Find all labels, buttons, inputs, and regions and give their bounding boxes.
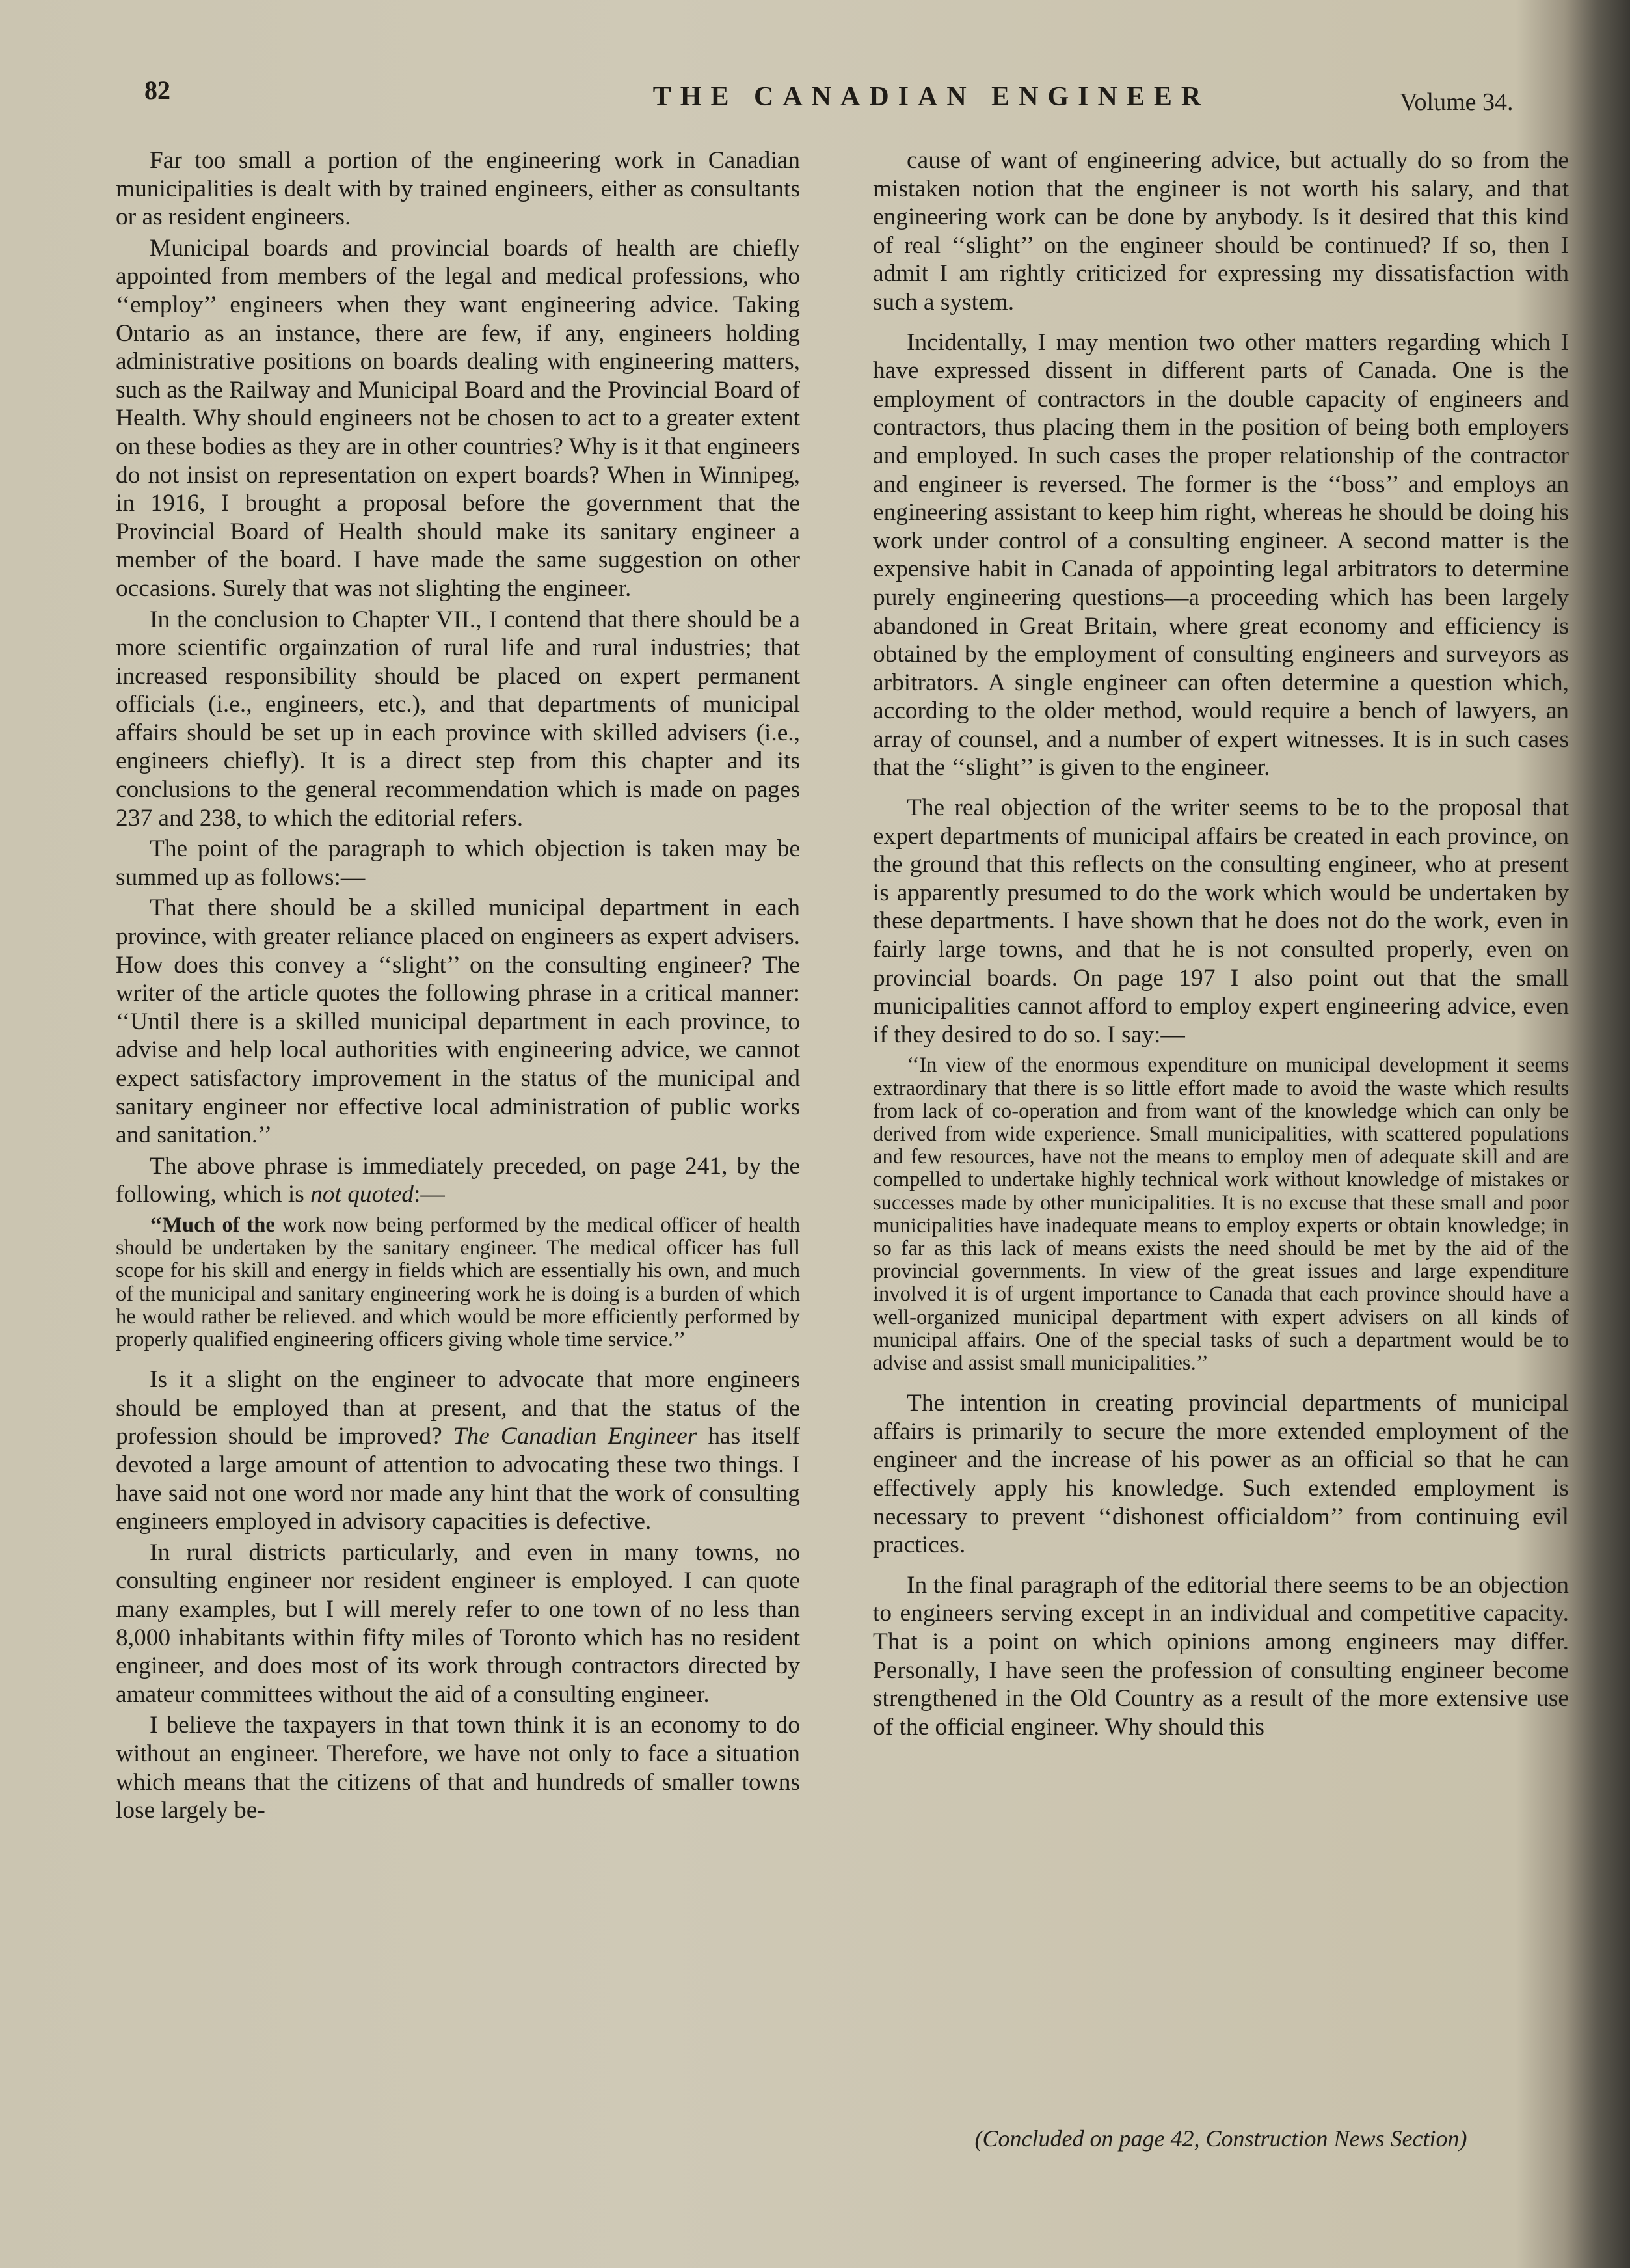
journal-title: THE CANADIAN ENGINEER <box>652 82 1210 112</box>
paragraph: Far too small a portion of the engineering work in Canadian municipalities is dealt with by trained engineers, either as consultants or as resident engineers. <box>116 147 800 231</box>
emphasis: The Canadian Engineer <box>453 1423 697 1450</box>
paragraph: Incidentally, I may mention two other matters regarding which I have expressed dissent in different parts of Canada. One is the employment of contractors in the double capacity of engineers and contractors, thus placing them in the position of being both employers and employed. In such cases the proper relationship of the contractor and engineer is reversed. The former is the ‘‘boss’’ and employs an engineering assistant to keep him right, whereas he should be doing his work under control of a consulting engineer. A second matter is the expensive habit in Canada of appointing legal arbitrators to determine purely engineering questions—a proceeding which has been largely abandoned in Great Britain, where great economy and efficiency is obtained by the employment of consulting engineers and surveyors as arbitrators. A single engineer can often determine a question which, according to the older method, would require a bench of lawyers, an array of counsel, and a number of expert witnesses. It is in such cases that the ‘‘slight’’ is given to the engineer. <box>873 329 1569 781</box>
paragraph: In the final paragraph of the editorial there seems to be an objection to engineers serving except in an individual and competitive capacity. That is a point on which opinions among engineers may differ. Personally, I have seen the profession of consulting engineer become strengthened in the Old Country as a result of the more extensive use of the official engineer. Why should this <box>873 1571 1569 1740</box>
paragraph: The real objection of the writer seems to be to the proposal that expert departments of municipal affairs be created in each province, on the ground that this reflects on the consulting engineer, who at present is apparently presumed to do the work which would be undertaken by these departments. I have shown that he does not do the work, even in fairly large towns, and that he is not consulted properly, even on provincial boards. On page 197 I also point out that the small municipalities cannot afford to employ expert engineering advice, even if they desired to do so. I say:— <box>873 794 1569 1048</box>
paragraph: The point of the paragraph to which objection is taken may be summed up as follows:— <box>116 835 800 891</box>
paragraph <box>116 1366 800 1536</box>
quote-lead: ‘‘Much of the <box>150 1213 275 1237</box>
left-column <box>116 146 800 1828</box>
paragraph: The intention in creating provincial departments of municipal affairs is primarily to secure the more extended employment of the engineer and the increase of his power as an official so that he can effectively apply his knowledge. Such extended employment is necessary to prevent ‘‘dishonest officialdom’’ from continuing evil practices. <box>873 1390 1569 1559</box>
quote-text: work now being performed by the medical officer of health should be undertaken by the sanitary engineer. The medical officer has full scope for his skill and energy in fields which are essentially his own, and much of the municipal and sanitary engineering work he is doing is a burden of which he would rather be relieved. and which would be more efficiently performed by properly qualified engineering officers giving whole time service.’’ <box>116 1213 800 1351</box>
paragraph: That there should be a skilled municipal department in each province, with greater reliance placed on engineers as expert advisers. How does this convey a ‘‘slight’’ on the consulting engineer? The writer of the article quotes the following phrase in a critical manner: ‘‘Until there is a skilled municipal department in each province, to advise and help local authorities with engineering advice, we cannot expect satisfactory improvement in the status of the municipal and sanitary engineer nor effective local administration of public works and sanitation.’’ <box>116 895 800 1149</box>
paragraph: In the conclusion to Chapter VII., I contend that there should be a more scientific orgainzation of rural life and rural industries; that increased responsibility should be placed on expert permanent officials (i.e., engineers, etc.), and that departments of municipal affairs should be set up in each province with skilled advisers (i.e., engineers chiefly). It is a direct step from this chapter and its conclusions to the general recommendation which is made on pages 237 and 238, to which the editorial refers. <box>116 606 800 831</box>
text-run: The above phrase is immediately preceded, on page 241, by the following, which is <box>116 1152 800 1208</box>
paragraph <box>116 1152 800 1209</box>
right-column <box>873 146 1569 1744</box>
paragraph: I believe the taxpayers in that town think it is an economy to do without an engineer. Therefore, we have not only to face a situation which means that the citizens of that and hundreds of smaller towns lose largely be- <box>116 1712 800 1824</box>
text-run: :— <box>414 1181 445 1208</box>
page-number: 82 <box>144 75 170 105</box>
page-header <box>144 68 1569 127</box>
paragraph: In rural districts particularly, and even in many towns, no consulting engineer nor resident engineer is employed. I can quote many examples, but I will merely refer to one town of no less than 8,000 inhabitants within fifty miles of Toronto which has no resident engineer, and does most of its work through contractors directed by amateur committees without the aid of a consulting engineer. <box>116 1539 800 1708</box>
text-run: has itself devoted a large amount of attention to advocating these two things. I have said not one word nor made any hint that the work of consulting engineers employed in advisory capacities is defective. <box>116 1423 800 1535</box>
paragraph: cause of want of engineering advice, but actually do so from the mistaken notion that the engineer is not worth his salary, and that engineering work can be done by anybody. Is it desired that this kind of real ‘‘slight’’ on the engineer should be continued? If so, then I admit I am rightly criticized for expressing my dissatisfaction with such a system. <box>873 147 1569 316</box>
text-run: Is it a slight on the engineer to advocate that more engineers should be employed than at present, and that the status of the profession should be improved? <box>116 1366 800 1450</box>
paragraph: Municipal boards and provincial boards of health are chiefly appointed from members of the legal and medical professions, who ‘‘employ’’ engineers when they want engineering advice. Taking Ontario as an instance, there are few, if any, engineers holding administrative positions on boards dealing with engineering matters, such as the Railway and Municipal Board and the Provincial Board of Health. Why should engineers not be chosen to act to a greater extent on these bodies as they are in other countries? Why is it that engineers do not insist on representation on expert boards? When in Winnipeg, in 1916, I brought a proposal before the government that the Provincial Board of Health should make its sanitary engineer a member of the board. I have made the same suggestion on other occasions. Surely that was not slighting the engineer. <box>116 234 800 602</box>
block-quote: ‘‘In view of the enormous expenditure on municipal development it seems extraordinary that there is so little effort made to avoid the waste which results from lack of co-operation and from want of the knowledge which can only be derived from wide experience. Small municipalities, with scattered populations and few resources, have not the means to employ men of adequate skill and are compelled to undertake highly technical work without knowledge of mistakes or successes made by other municipalities. It is no excuse that these small and poor municipalities have inadequate means to employ experts or obtain knowledge; in so far as this lack of means exists the need should be met by the aid of the provincial governments. In view of the great issues and large expenditure involved it is of urgent importance to Canada that each province should have a well-organized municipal department with expert advisers on all kinds of municipal affairs. One of the special tasks of such a department would be to advise and assist small municipalities.’’ <box>873 1053 1569 1375</box>
emphasis: not quoted <box>310 1181 414 1208</box>
volume-label: Volume 34. <box>1400 88 1514 116</box>
block-quote <box>116 1214 800 1351</box>
continued-note: (Concluded on page 42, Construction News Section) <box>974 2126 1467 2152</box>
